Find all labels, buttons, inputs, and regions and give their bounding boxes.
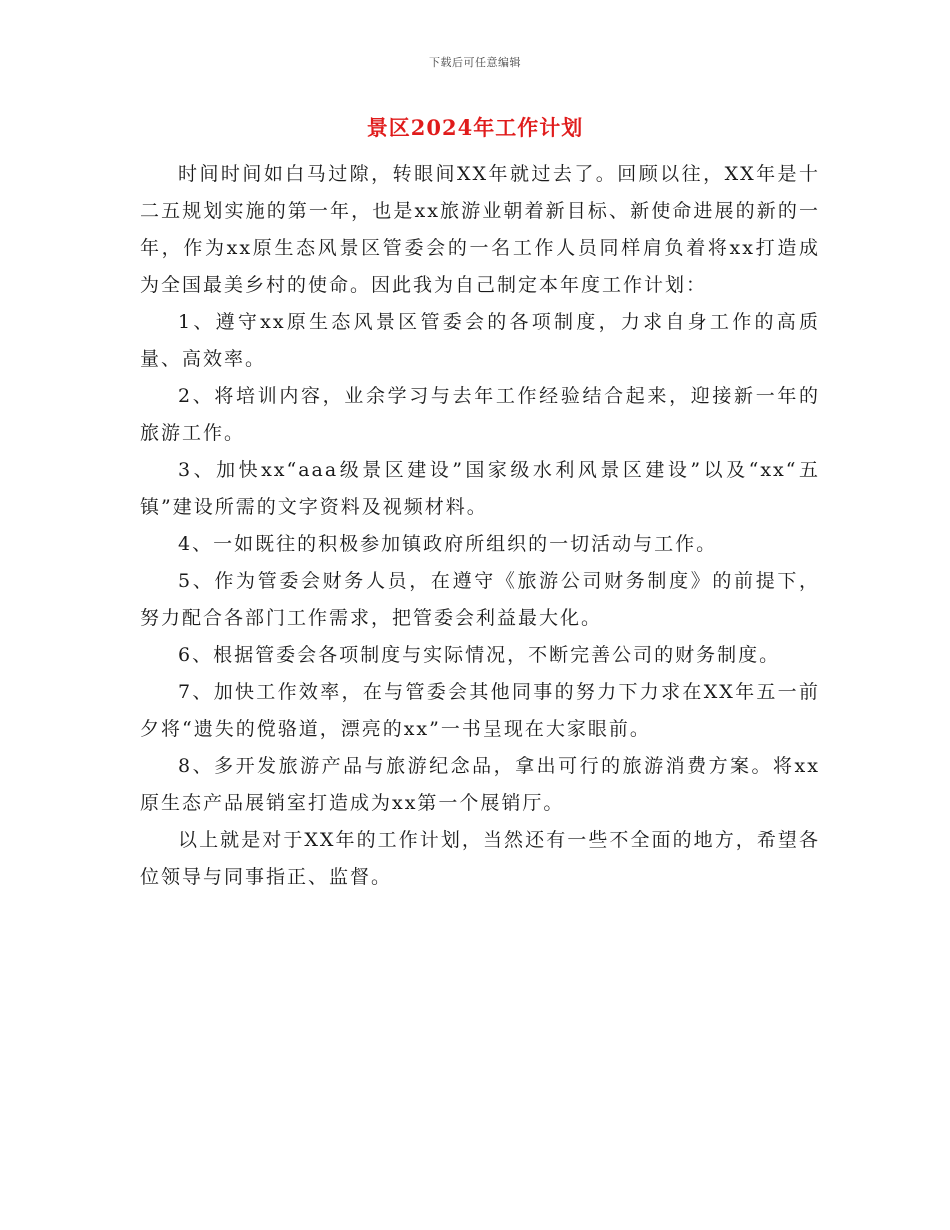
paragraph-item-7: 7、加快工作效率，在与管委会其他同事的努力下力求在XX年五一前夕将“遗失的傥骆道，漂亮的xx”一书呈现在大家眼前。 bbox=[140, 681, 820, 740]
document-body bbox=[140, 156, 820, 896]
header-note: 下载后可任意编辑 bbox=[429, 56, 521, 69]
paragraph-conclusion: 以上就是对于XX年的工作计划，当然还有一些不全面的地方，希望各位领导与同事指正、监督。 bbox=[140, 829, 820, 888]
document-title: 景区2024年工作计划 bbox=[366, 115, 584, 140]
paragraph-item-1: 1、遵守xx原生态风景区管委会的各项制度，力求自身工作的高质量、高效率。 bbox=[140, 311, 820, 370]
paragraph-item-2: 2、将培训内容，业余学习与去年工作经验结合起来，迎接新一年的旅游工作。 bbox=[140, 385, 820, 444]
paragraph-item-5: 5、作为管委会财务人员，在遵守《旅游公司财务制度》的前提下，努力配合各部门工作需求，把管委会利益最大化。 bbox=[140, 570, 820, 629]
paragraph-item-4: 4、一如既往的积极参加镇政府所组织的一切活动与工作。 bbox=[178, 533, 718, 555]
paragraph-intro: 时间时间如白马过隙，转眼间XX年就过去了。回顾以往，XX年是十二五规划实施的第一年，也是xx旅游业朝着新目标、新使命进展的新的一年，作为xx原生态风景区管委会的一名工作人员同样肩负着将xx打造成为全国最美乡村的使命。因此我为自己制定本年度工作计划： bbox=[140, 163, 820, 296]
paragraph-item-3: 3、加快xx“aaa级景区建设”国家级水利风景区建设”以及“xx“五镇”建设所需的文字资料及视频材料。 bbox=[140, 459, 820, 518]
paragraph-item-6: 6、根据管委会各项制度与实际情况，不断完善公司的财务制度。 bbox=[178, 644, 781, 666]
paragraph-item-8: 8、多开发旅游产品与旅游纪念品，拿出可行的旅游消费方案。将xx原生态产品展销室打造成为xx第一个展销厅。 bbox=[140, 755, 820, 814]
